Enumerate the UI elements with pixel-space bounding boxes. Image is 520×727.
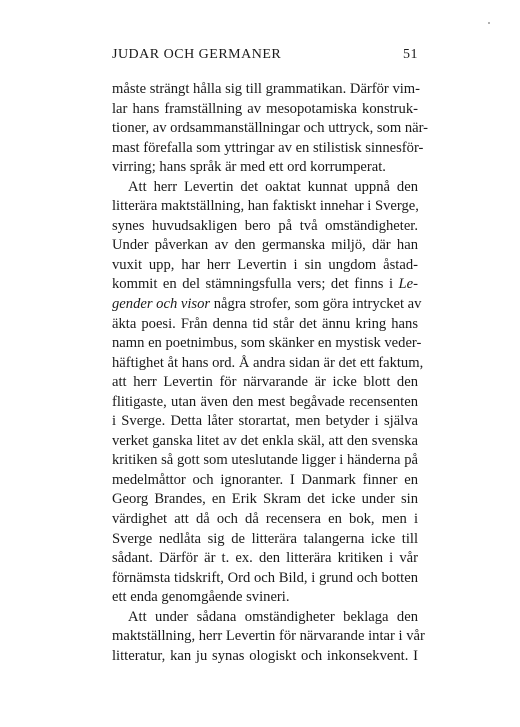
text-line: maktställning, herr Levertin för närvarande intar i vår xyxy=(112,628,425,645)
text-line: att herr Levertin för närvarande är icke blott den xyxy=(112,374,418,391)
text-line: kritiken så gott som uteslutande ligger i händerna på xyxy=(112,452,418,469)
text-line: mast förefalla som yttringar av en stilistisk sinnesför- xyxy=(112,139,424,156)
text-line: måste strängt hålla sig till grammatikan. Därför vim- xyxy=(112,81,421,97)
text-line: sådant. Därför är t. ex. den litterära kritiken i vår xyxy=(112,550,418,567)
text-line: litterära maktställning, han faktiskt innehar i Sverge, xyxy=(112,198,419,215)
text-line: vuxit upp, har herr Levertin i sin ungdom åstad- xyxy=(112,256,418,273)
body-text xyxy=(112,80,429,666)
text-line: i Sverge. Detta låter storartat, men betyder i själva xyxy=(112,413,418,430)
italic-title: gender och visor xyxy=(112,296,211,313)
text-line: litteratur, kan ju synas ologiskt och inkonsekvent. I xyxy=(112,647,418,664)
text-line: Under påverkan av den germanska miljö, där han xyxy=(112,237,418,254)
text-line: tioner, av ordsammanställningar och uttryck, som när- xyxy=(112,120,429,137)
paper-speck xyxy=(488,22,490,24)
text-line: namn en poetnimbus, som skänker en mystisk veder- xyxy=(112,335,422,352)
text-line xyxy=(112,275,418,295)
text-line: förnämsta tidskrift, Ord och Bild, i grund och botten xyxy=(112,569,418,586)
text-line: verket ganska litet av det enkla skäl, att den svenska xyxy=(112,432,418,449)
text-run: några strofer, som göra intrycket av xyxy=(210,296,422,313)
text-line: Att herr Levertin det oaktat kunnat uppnå den xyxy=(128,178,418,195)
text-line: häftighet åt hans ord. Å andra sidan är det ett faktum, xyxy=(112,354,424,371)
text-line: Att under sådana omständigheter beklaga den xyxy=(128,608,418,625)
text-line: äkta poesi. Från denna tid står det ännu kring hans xyxy=(112,315,418,332)
page-number: 51 xyxy=(403,47,418,62)
text-line: flitigaste, utan även den mest begåvade recensenten xyxy=(112,393,418,410)
text-line xyxy=(112,295,422,315)
running-title: JUDAR OCH GERMANER xyxy=(112,47,282,62)
text-line: ett enda genomgående svineri. xyxy=(112,589,290,606)
text-run: kommit en del stämningsfulla vers; det finns i xyxy=(112,276,399,293)
text-line: Georg Brandes, en Erik Skram det icke under sin xyxy=(112,491,418,508)
text-line: medelmåttor och ignoranter. I Danmark finner en xyxy=(112,471,418,488)
text-line: värdighet att då och då recensera en bok, men i xyxy=(112,511,418,528)
text-line: Sverge nedlåta sig de litterära talangerna icke till xyxy=(112,530,418,547)
text-line: lar hans framställning av mesopotamiska konstruk- xyxy=(112,100,418,117)
italic-title: Le- xyxy=(398,276,418,293)
running-header xyxy=(112,47,418,67)
text-line: synes huvudsakligen bero på två omständigheter. xyxy=(112,217,418,234)
text-line: virring; hans språk är med ett ord korrumperat. xyxy=(112,159,386,176)
